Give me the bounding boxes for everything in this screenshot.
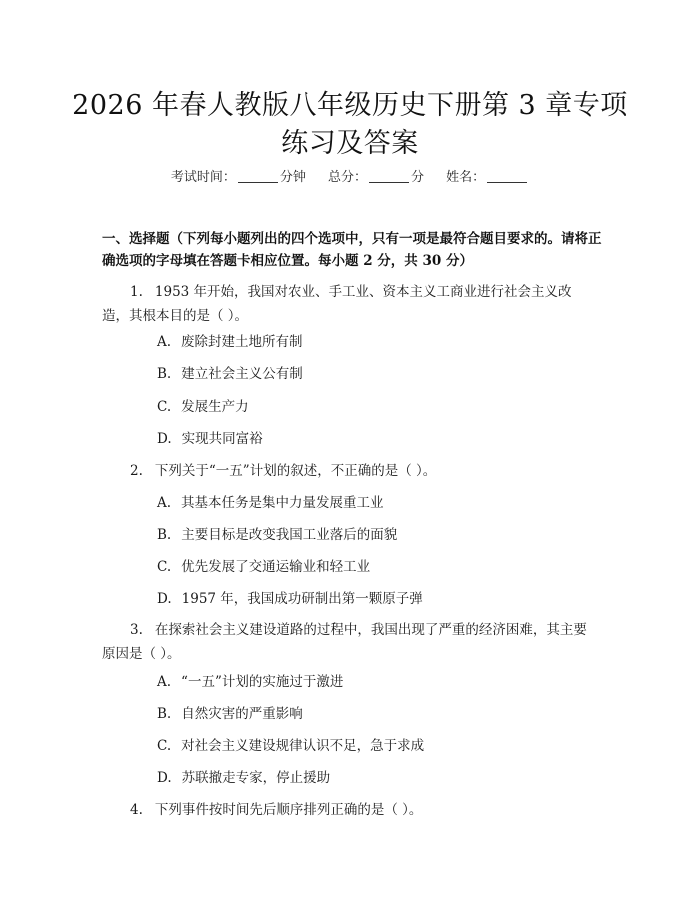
question-3-option-a	[157, 670, 597, 694]
question-3-option-b	[157, 702, 597, 726]
option-text: 实现共同富裕	[181, 431, 263, 447]
option-letter: D.	[157, 431, 172, 447]
exam-score	[328, 168, 424, 188]
option-text: 主要目标是改变我国工业落后的面貌	[181, 527, 398, 543]
question-1-option-b	[157, 362, 597, 386]
option-text: 其基本任务是集中力量发展重工业	[181, 495, 384, 511]
option-letter: B.	[157, 706, 172, 722]
option-letter: C.	[157, 399, 172, 415]
question-2-stem	[102, 459, 592, 483]
option-letter: D.	[157, 591, 172, 607]
option-letter: C.	[157, 738, 172, 754]
question-3-text: 在探索社会主义建设道路的过程中，我国出现了严重的经济困难，其主要原因是（ ）。	[102, 622, 587, 662]
option-text: 建立社会主义公有制	[181, 366, 303, 382]
question-3-option-d	[157, 766, 597, 790]
option-text: 废除封建土地所有制	[181, 334, 303, 350]
question-4-text: 下列事件按时间先后顺序排列正确的是（ ）。	[154, 802, 423, 818]
question-1-number: 1.	[130, 284, 143, 300]
exam-score-unit: 分	[411, 170, 425, 185]
document-title-line2: 练习及答案	[281, 128, 419, 159]
question-1-option-c	[157, 395, 597, 419]
question-2-option-c	[157, 555, 597, 579]
option-text: 自然灾害的严重影响	[181, 706, 303, 722]
option-letter: C.	[157, 559, 172, 575]
option-letter: A.	[157, 674, 172, 690]
question-2-text: 下列关于“一五”计划的叙述，不正确的是（ ）。	[154, 463, 437, 479]
document-title-line1: 2026 年春人教版八年级历史下册第 3 章专项	[72, 90, 628, 121]
exam-time-unit: 分钟	[279, 170, 306, 185]
exam-time-blank	[238, 168, 278, 183]
option-text: “一五”计划的实施过于激进	[181, 674, 344, 690]
exam-time	[171, 168, 306, 188]
option-letter: B.	[157, 527, 172, 543]
question-2-option-b	[157, 523, 597, 547]
question-3-number: 3.	[130, 622, 143, 638]
option-text: 发展生产力	[181, 399, 249, 415]
question-4-number: 4.	[130, 802, 143, 818]
question-2-option-d	[157, 587, 597, 611]
exam-time-label: 考试时间：	[170, 170, 236, 185]
exam-name	[446, 168, 529, 188]
question-3-option-c	[157, 734, 597, 758]
exam-name-blank	[487, 168, 527, 183]
question-4-stem	[102, 798, 592, 822]
exam-info	[0, 168, 700, 188]
option-letter: A.	[157, 334, 172, 350]
exam-score-blank	[369, 168, 409, 183]
question-1-stem	[102, 280, 592, 328]
question-1-option-a	[157, 330, 597, 354]
option-text: 对社会主义建设规律认识不足，急于求成	[181, 738, 425, 754]
question-1-text: 1953 年开始，我国对农业、手工业、资本主义工商业进行社会主义改造，其根本目的是（ ）。	[102, 284, 572, 324]
question-2-number: 2.	[130, 463, 143, 479]
option-letter: A.	[157, 495, 172, 511]
option-text: 苏联撤走专家，停止援助	[181, 770, 331, 786]
question-3-stem	[102, 618, 592, 666]
option-text: 1957 年，我国成功研制出第一颗原子弹	[181, 591, 423, 607]
section-heading: 一、选择题（下列每小题列出的四个选项中，只有一项是最符合题目要求的。请将正确选项的字母填在答题卡相应位置。每小题 2 分，共 30 分）	[102, 231, 602, 269]
option-letter: D.	[157, 770, 172, 786]
question-1-option-d	[157, 427, 597, 451]
option-letter: B.	[157, 366, 172, 382]
option-text: 优先发展了交通运输业和轻工业	[181, 559, 371, 575]
question-2-option-a	[157, 491, 597, 515]
exam-score-label: 总分：	[327, 170, 367, 185]
exam-name-label: 姓名：	[446, 170, 486, 185]
